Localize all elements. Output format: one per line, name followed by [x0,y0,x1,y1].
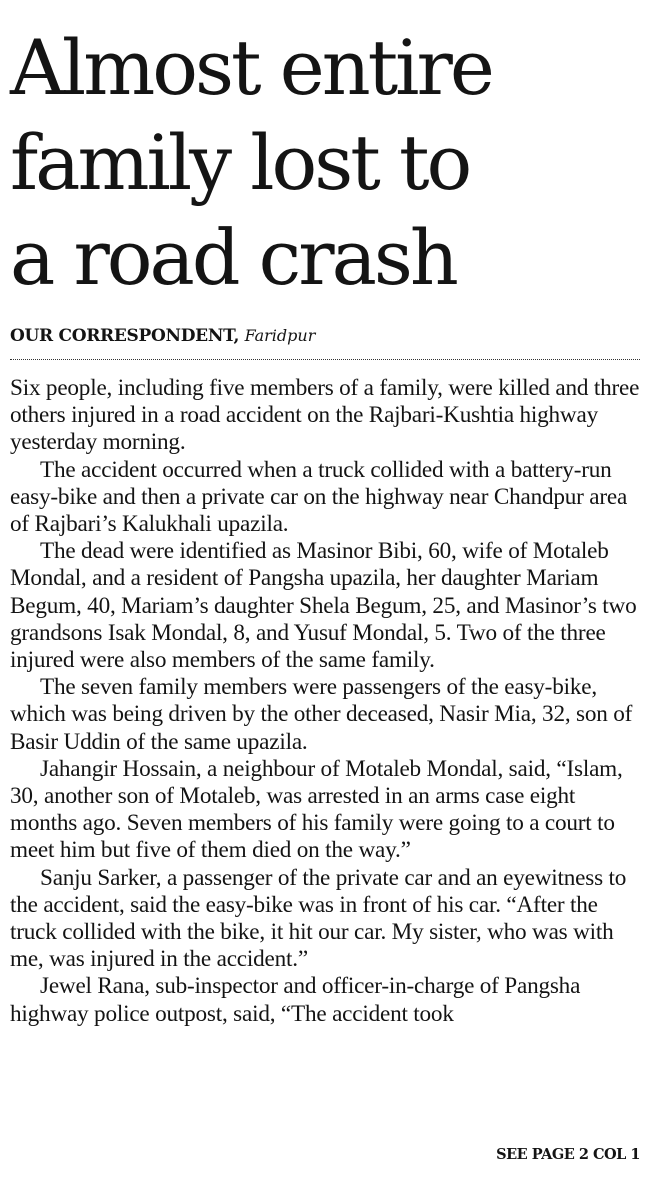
paragraph: Sanju Sarker, a passenger of the private car and an eyewitness to the accident, said the easy-bike was in front of his car. “After the truck collided with the bike, it hit our car. My sister, who was with me, was injured in the accident.” [10,864,627,973]
paragraph: Jewel Rana, sub-inspector and officer-in-charge of Pangsha highway police outpost, said, “The accident took [10,973,581,1027]
news-article [10,0,640,1028]
byline-author: OUR CORRESPONDENT, [10,326,240,346]
byline-dateline: Faridpur [244,326,316,345]
continued-jump-line: SEE PAGE 2 COL 1 [496,1146,640,1163]
paragraph: The dead were identified as Masinor Bibi, 60, wife of Motaleb Mondal, and a resident of Pangsha upazila, her daughter Mariam Begum, 40, Mariam’s daughter Shela Begum, 25, and Masinor’s two grandsons Isak Mondal, 8, and Yusuf Mondal, 5. Two of the three injured were also members of the same family. [10,538,637,674]
dotted-divider [10,359,640,360]
headline-line-3: a road crash [10,213,456,302]
paragraph: Jahangir Hossain, a neighbour of Motaleb Mondal, said, “Islam, 30, another son of Motaleb, was arrested in an arms case eight months ago. Seven members of his family were going to a court to meet him but five of them died on the way.” [10,755,623,864]
headline-line-1: Almost entire [10,23,492,112]
paragraph: The seven family members were passengers of the easy-bike, which was being driven by the other deceased, Nasir Mia, 32, son of Basir Uddin of the same upazila. [10,674,633,755]
paragraph: Six people, including five members of a family, were killed and three others injured in a road accident on the Rajbari-Kushtia highway yesterday morning. [10,375,640,456]
byline [10,325,640,347]
paragraph: The accident occurred when a truck collided with a battery-run easy-bike and then a private car on the highway near Chandpur area of Rajbari’s Kalukhali upazila. [10,456,628,538]
headline-line-2: family lost to [10,118,470,207]
article-body [10,375,640,1028]
headline [10,20,640,305]
